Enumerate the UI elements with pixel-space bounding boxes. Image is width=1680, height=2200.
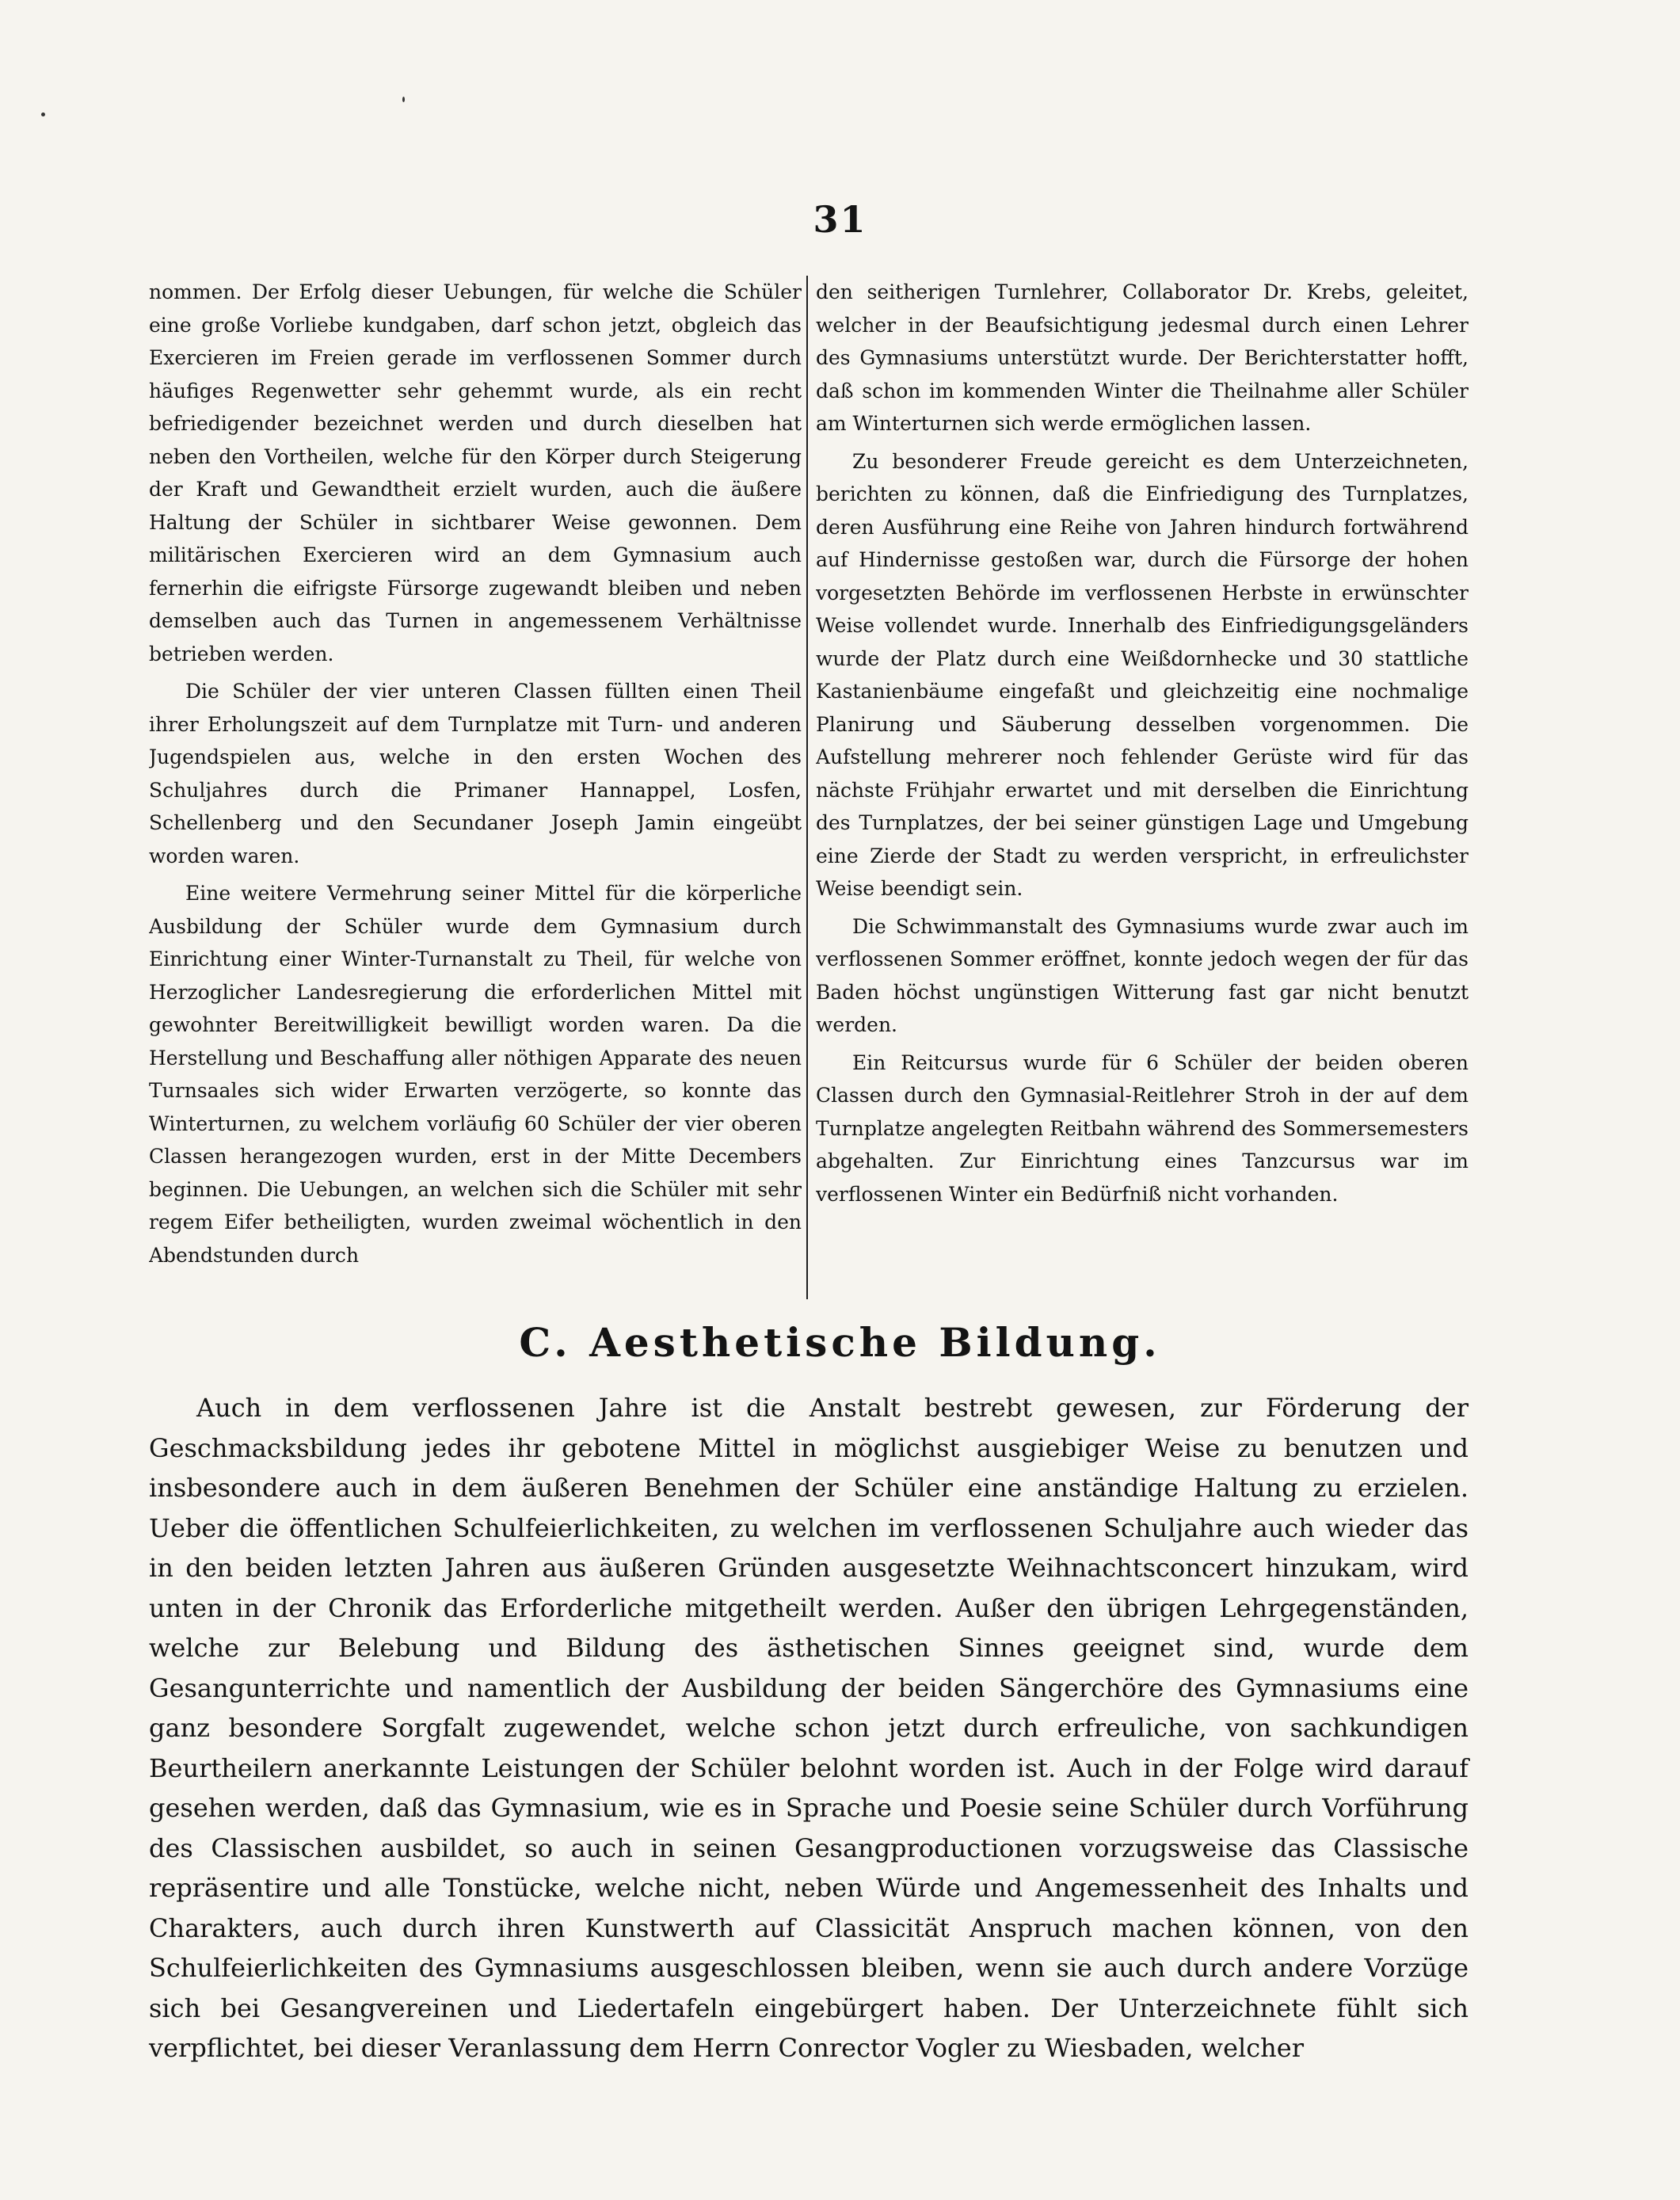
left-column bbox=[149, 276, 802, 1298]
page-number: 31 bbox=[813, 198, 867, 241]
scan-speck bbox=[402, 97, 405, 102]
left-paragraph-1: nommen. Der Erfolg dieser Uebungen, für welche die Schüler eine große Vorliebe kundgaben, darf schon jetzt, obgleich das Exercieren im Freien gerade im verflossenen Sommer durch häufiges Regenwetter sehr gehemmt wurde, als ein recht befriedigender bezeichnet werden und durch dieselben hat neben den Vortheilen, welche für den Körper durch Steigerung der Kraft und Gewandtheit erzielt wurden, auch die äußere Haltung der Schüler in sichtbarer Weise gewonnen. Dem militärischen Exercieren wird an dem Gymnasium auch fernerhin die eifrigste Fürsorge zugewandt bleiben und neben demselben auch das Turnen in angemessenem Verhältnisse betrieben werden. bbox=[149, 280, 802, 665]
page-edge bbox=[0, 0, 32, 2200]
column-divider bbox=[806, 276, 808, 1299]
scan-speck bbox=[41, 112, 45, 116]
right-paragraph-1: den seitherigen Turnlehrer, Collaborator Dr. Krebs, geleitet, welcher in der Beaufsichtigung jedesmal durch einen Lehrer des Gymnasiums unterstützt wurde. Der Berichterstatter hofft, daß schon im kommenden Winter die Theilnahme aller Schüler am Winterturnen sich werde ermöglichen lassen. bbox=[816, 280, 1469, 435]
right-paragraph-2: Zu besonderer Freude gereicht es dem Unterzeichneten, berichten zu können, daß die Einfriedigung des Turnplatzes, deren Ausführung eine Reihe von Jahren hindurch fortwährend auf Hindernisse gestoßen war, durch die Fürsorge der hohen vorgesetzten Behörde im verflossenen Herbste in erwünschter Weise vollendet wurde. Innerhalb des Einfriedigungsgeländers wurde der Platz durch eine Weißdornhecke und 30 stattliche Kastanienbäume eingefaßt und gleichzeitig eine nochmalige Planirung und Säuberung desselben vorgenommen. Die Aufstellung mehrerer noch fehlender Gerüste wird für das nächste Frühjahr erwartet und mit derselben die Einrichtung des Turnplatzes, der bei seiner günstigen Lage und Umgebung eine Zierde der Stadt zu werden verspricht, in erfreulichster Weise beendigt sein. bbox=[816, 449, 1469, 900]
right-paragraph-4: Ein Reitcursus wurde für 6 Schüler der beiden oberen Classen durch den Gymnasial-Reitlehrer Stroh in der auf dem Turnplatze angelegten Reitbahn während des Sommersemesters abgehalten. Zur Einrichtung eines Tanzcursus war im verflossenen Winter ein Bedürfniß nicht vorhanden. bbox=[816, 1050, 1469, 1206]
two-column-text bbox=[149, 276, 1469, 1298]
left-paragraph-3: Eine weitere Vermehrung seiner Mittel für die körperliche Ausbildung der Schüler wurde dem Gymnasium durch Einrichtung einer Winter-Turnanstalt zu Theil, für welche von Herzoglicher Landesregierung die erforderlichen Mittel mit gewohnter Bereitwilligkeit bewilligt worden waren. Da die Herstellung und Beschaffung aller nöthigen Apparate des neuen Turnsaales sich wider Erwarten verzögerte, so konnte das Winterturnen, zu welchem vorläufig 60 Schüler der vier oberen Classen herangezogen wurden, erst in der Mitte Decembers beginnen. Die Uebungen, an welchen sich die Schüler mit sehr regem Eifer betheiligten, wurden zweimal wöchentlich in den Abendstunden durch bbox=[149, 882, 802, 1267]
right-paragraph-3: Die Schwimmanstalt des Gymnasiums wurde zwar auch im verflossenen Sommer eröffnet, konnte jedoch wegen der für das Baden höchst ungünstigen Witterung fast gar nicht benutzt werden. bbox=[816, 914, 1469, 1036]
section-heading: C. Aesthetische Bildung. bbox=[519, 1319, 1161, 1366]
right-column bbox=[816, 276, 1469, 1298]
section-body bbox=[149, 1388, 1469, 2068]
section-paragraph: Auch in dem verflossenen Jahre ist die Anstalt bestrebt gewesen, zur Förderung der Geschmacksbildung jedes ihr gebotene Mittel in möglichst ausgiebiger Weise zu benutzen und insbesondere auch in dem äußeren Benehmen der Schüler eine anständige Haltung zu erzielen. Ueber die öffentlichen Schulfeierlichkeiten, zu welchen im verflossenen Schuljahre auch wieder das in den beiden letzten Jahren aus äußeren Gründen ausgesetzte Weihnachtsconcert hinzukam, wird unten in der Chronik das Erforderliche mitgetheilt werden. Außer den übrigen Lehrgegenständen, welche zur Belebung und Bildung des ästhetischen Sinnes geeignet sind, wurde dem Gesangunterrichte und namentlich der Ausbildung der beiden Sängerchöre des Gymnasiums eine ganz besondere Sorgfalt zugewendet, welche schon jetzt durch erfreuliche, von sachkundigen Beurtheilern anerkannte Leistungen der Schüler belohnt worden ist. Auch in der Folge wird darauf gesehen werden, daß das Gymnasium, wie es in Sprache und Poesie seine Schüler durch Vorführung des Classischen ausbildet, so auch in seinen Gesangproductionen vorzugsweise das Classische repräsentire und alle Tonstücke, welche nicht, neben Würde und Angemessenheit des Inhalts und Charakters, auch durch ihren Kunstwerth auf Classicität Anspruch machen können, von den Schulfeierlichkeiten des Gymnasiums ausgeschlossen bleiben, wenn sie auch durch andere Vorzüge sich bei Gesangvereinen und Liedertafeln eingebürgert haben. Der Unterzeichnete fühlt sich verpflichtet, bei dieser Veranlassung dem Herrn Conrector Vogler zu Wiesbaden, welcher bbox=[149, 1393, 1469, 2063]
left-paragraph-2: Die Schüler der vier unteren Classen füllten einen Theil ihrer Erholungszeit auf dem Turnplatze mit Turn- und anderen Jugendspielen aus, welche in den ersten Wochen des Schuljahres durch die Primaner Hannappel, Losfen, Schellenberg und den Secundaner Joseph Jamin eingeübt worden waren. bbox=[149, 680, 802, 867]
